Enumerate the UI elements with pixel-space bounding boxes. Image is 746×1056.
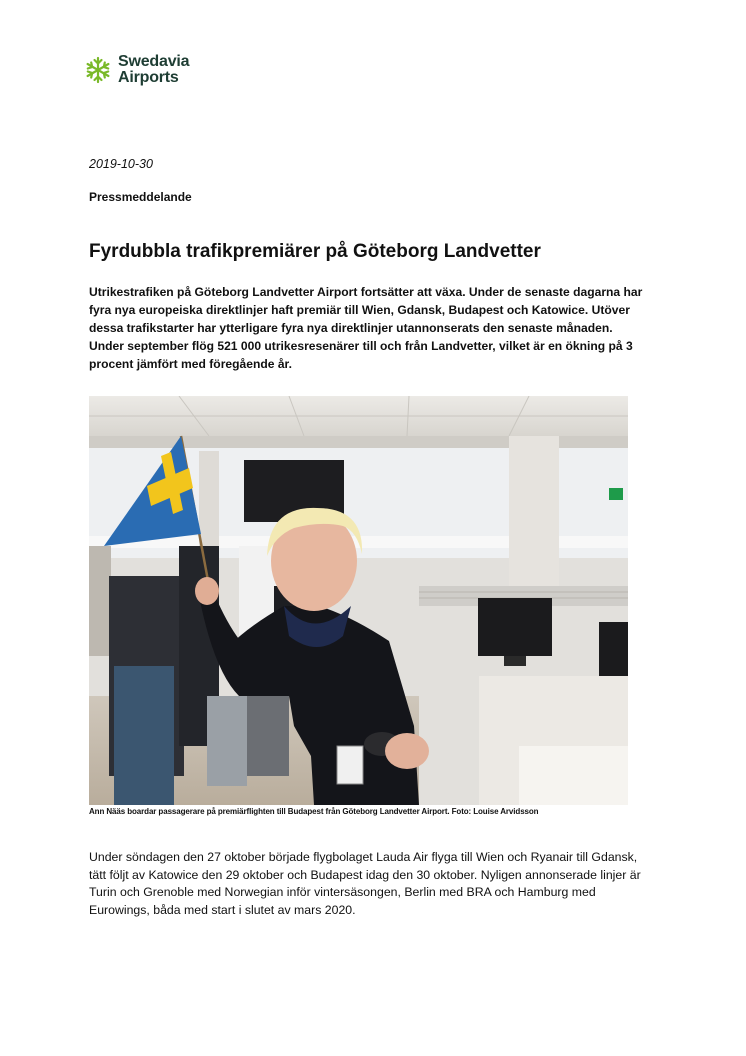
document-type-label: Pressmeddelande <box>89 190 192 204</box>
snowflake-icon <box>84 56 112 84</box>
press-date: 2019-10-30 <box>89 157 153 171</box>
press-photo <box>89 396 628 805</box>
photo-caption: Ann Nääs boardar passagerare på premiärflighten till Budapest från Göteborg Landvetter Airport. Foto: Louise Arvidsson <box>89 807 539 816</box>
brand-line-2: Airports <box>118 69 179 86</box>
swedavia-logo <box>84 54 189 86</box>
body-paragraph: Under söndagen den 27 oktober började flygbolaget Lauda Air flyga till Wien och Ryanair till Gdansk, tätt följt av Katowice den 29 oktober och Budapest idag den 30 oktober. Nyligen annonserade linjer är Turin och Grenoble med Norwegian inför vintersäsongen, Berlin med BRA och Hamburg med Eurowings, båda med start i slutet av mars 2020. <box>89 850 641 917</box>
lead-paragraph: Utrikestrafiken på Göteborg Landvetter Airport fortsätter att växa. Under de senaste dagarna har fyra nya europeiska direktlinjer haft premiär till Wien, Gdansk, Budapest och Katowice. Utöver dessa trafikstarter har ytterligare fyra nya direktlinjer utannonserats den senaste månaden. Under september flög 521 000 utrikesresenärer till och från Landvetter, vilket är en ökning på 3 procent jämfört med föregående år. <box>89 285 643 371</box>
headline: Fyrdubbla trafikpremiärer på Göteborg Landvetter <box>89 241 541 262</box>
brand-line-1: Swedavia <box>118 53 190 70</box>
